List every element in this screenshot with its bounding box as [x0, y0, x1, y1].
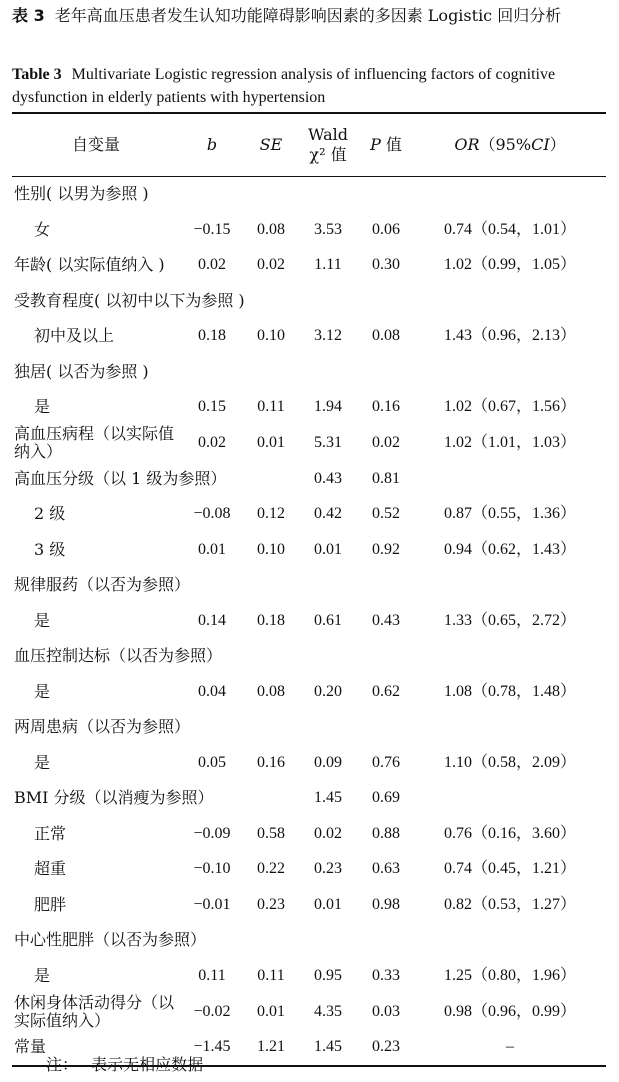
- wald-cell: 0.02: [314, 824, 342, 842]
- table-row: [12, 958, 606, 994]
- or-ci-cell: 1.08（0.78，1.48）: [443, 682, 576, 700]
- se-cell: 0.08: [257, 682, 285, 700]
- regression-table: [12, 112, 606, 1067]
- or-ci-cell: 0.94（0.62，1.43）: [443, 540, 576, 558]
- group-label-cell: 高血压分级（以 1 级为参照）: [14, 468, 227, 488]
- variable-cell: 肥胖: [34, 894, 67, 914]
- or-ci-cell: 0.82（0.53，1.27）: [443, 895, 576, 913]
- wald-cell: 5.31: [314, 434, 342, 451]
- or-ci-cell: [414, 461, 606, 497]
- b-cell: −0.08: [193, 505, 231, 523]
- header-or: [414, 113, 606, 176]
- wald-cell: 0.23: [314, 860, 342, 878]
- header-p: [358, 113, 414, 176]
- table-header-row: [12, 113, 606, 176]
- variable-cell: 休闲身体活动得分（以实际值纳入）: [14, 992, 175, 1030]
- variable-cell: 高血压病程（以实际值纳入）: [14, 424, 175, 461]
- caption-text-zh: 老年高血压患者发生认知功能障碍影响因素的多因素 Logistic 回归分析: [54, 6, 562, 25]
- table-row: [12, 425, 606, 461]
- b-cell: 0.04: [198, 682, 226, 700]
- wald-cell: 0.43: [314, 469, 342, 487]
- or-ci-cell: 0.74（0.54，1.01）: [443, 220, 576, 238]
- table-group-row: [12, 710, 606, 746]
- or-ci-cell: 0.76（0.16，3.60）: [443, 824, 576, 842]
- wald-cell: 0.01: [314, 540, 342, 558]
- variable-cell: 常量: [12, 1030, 180, 1067]
- variable-cell: 年龄( 以实际值纳入 ): [14, 255, 165, 275]
- p-value-cell: 0.92: [372, 540, 400, 558]
- p-value-cell: 0.33: [372, 966, 400, 984]
- table-row: [12, 319, 606, 355]
- table-row: [12, 532, 606, 568]
- header-p-suffix: 值: [380, 134, 402, 154]
- or-ci-cell: 1.10（0.58，2.09）: [443, 753, 576, 771]
- wald-cell: 0.09: [314, 753, 342, 771]
- or-ci-cell: 0.74（0.45，1.21）: [443, 860, 576, 878]
- b-cell: 0.05: [198, 753, 226, 771]
- table-caption-english: [12, 63, 612, 109]
- table-group-row: [12, 176, 606, 212]
- wald-cell: 0.42: [314, 505, 342, 523]
- variable-cell: 女: [34, 219, 51, 239]
- table-row: [12, 994, 606, 1030]
- header-p-symbol: P: [370, 134, 381, 154]
- header-wald-bottom: χ² 值: [309, 144, 347, 164]
- header-or-ci: CI: [531, 134, 550, 154]
- wald-cell: 0.95: [314, 966, 342, 984]
- table-group-row: [12, 923, 606, 959]
- or-ci-cell: 0.87（0.55，1.36）: [443, 505, 576, 523]
- header-se-text: SE: [259, 134, 283, 154]
- table-group-row: [12, 283, 606, 319]
- header-b-text: b: [206, 134, 218, 154]
- b-cell: 0.18: [198, 327, 226, 345]
- caption-text-en: Multivariate Logistic regression analysis of influencing factors of cognitive dysfunction in elderly patients with hypertension: [12, 66, 556, 106]
- p-value-cell: 0.16: [372, 398, 400, 416]
- wald-cell: 3.12: [314, 327, 342, 345]
- or-ci-cell: [414, 781, 606, 817]
- b-cell: −0.01: [193, 895, 231, 913]
- table-body: [12, 176, 606, 1066]
- table-row: [12, 745, 606, 781]
- p-value-cell: 0.81: [372, 469, 400, 487]
- b-cell: 0.11: [198, 966, 226, 984]
- p-value-cell: 0.03: [372, 1002, 400, 1020]
- group-label-cell: BMI 分级（以消瘦为参照）: [14, 788, 214, 808]
- header-or-symbol: OR: [454, 134, 480, 154]
- table-row: [12, 887, 606, 923]
- or-ci-cell: 1.02（1.01，1.03）: [443, 434, 576, 451]
- table-group-row: [12, 568, 606, 604]
- variable-cell: 是: [34, 610, 51, 630]
- se-cell: 0.22: [257, 860, 285, 878]
- se-cell: 0.16: [257, 753, 285, 771]
- table-number-zh: 表 3: [12, 6, 45, 25]
- variable-cell: 是: [34, 965, 51, 985]
- or-ci-cell: 1.43（0.96，2.13）: [443, 327, 576, 345]
- b-cell: −0.10: [193, 860, 231, 878]
- group-label-cell: 中心性肥胖（以否为参照）: [14, 930, 207, 950]
- wald-cell: 0.61: [314, 611, 342, 629]
- variable-cell: 是: [34, 681, 51, 701]
- se-cell: 0.11: [257, 398, 285, 416]
- header-or-close: ）: [549, 134, 566, 154]
- wald-cell: 1.94: [314, 398, 342, 416]
- or-ci-cell: –: [414, 1030, 606, 1067]
- table-row: [12, 852, 606, 888]
- p-value-cell: 0.63: [372, 860, 400, 878]
- variable-cell: 是: [34, 397, 51, 417]
- p-value-cell: 0.23: [358, 1030, 414, 1067]
- table-group-row: [12, 639, 606, 675]
- se-cell: 0.01: [257, 434, 285, 451]
- table-row: [12, 497, 606, 533]
- table-group-row: [12, 781, 606, 817]
- b-cell: 0.02: [198, 434, 226, 451]
- p-value-cell: 0.52: [372, 505, 400, 523]
- b-cell: −1.45: [180, 1030, 244, 1067]
- group-label-cell: 两周患病（以否为参照）: [14, 717, 191, 737]
- wald-cell: 4.35: [314, 1002, 342, 1020]
- group-label-cell: 血压控制达标（以否为参照）: [14, 646, 223, 666]
- variable-cell: 3 级: [34, 539, 66, 559]
- p-value-cell: 0.08: [372, 327, 400, 345]
- se-cell: 0.12: [257, 505, 285, 523]
- group-label-cell: 独居( 以否为参照 ): [14, 361, 149, 381]
- header-or-open: （95%: [479, 134, 532, 154]
- p-value-cell: 0.62: [372, 682, 400, 700]
- wald-cell: 1.45: [298, 1030, 358, 1067]
- wald-cell: 1.11: [314, 256, 342, 274]
- table-row: [12, 674, 606, 710]
- or-ci-cell: 0.98（0.96，0.99）: [443, 1002, 576, 1020]
- se-cell: 0.23: [257, 895, 285, 913]
- table-group-row: [12, 354, 606, 390]
- se-cell: 0.10: [257, 540, 285, 558]
- b-cell: 0.15: [198, 398, 226, 416]
- header-wald-top: Wald: [308, 124, 348, 144]
- variable-cell: 是: [34, 752, 51, 772]
- variable-cell: 2 级: [34, 504, 66, 524]
- group-label-cell: 性别( 以男为参照 ): [14, 184, 149, 204]
- se-cell: 1.21: [244, 1030, 298, 1067]
- table-row: [12, 816, 606, 852]
- or-ci-cell: 1.02（0.99，1.05）: [443, 256, 576, 274]
- b-cell: −0.15: [193, 220, 231, 238]
- se-cell: 0.58: [257, 824, 285, 842]
- table-note: 注：– 表示无相应数据: [46, 1055, 204, 1074]
- table-row: [12, 390, 606, 426]
- or-ci-cell: 1.33（0.65，2.72）: [443, 611, 576, 629]
- p-value-cell: 0.30: [372, 256, 400, 274]
- b-cell: 0.02: [198, 256, 226, 274]
- b-cell: −0.09: [193, 824, 231, 842]
- variable-cell: 超重: [34, 859, 67, 879]
- wald-cell: 0.01: [314, 895, 342, 913]
- or-ci-cell: 1.02（0.67，1.56）: [443, 398, 576, 416]
- header-b: [180, 113, 244, 176]
- table-number-en: Table 3: [12, 66, 62, 83]
- se-cell: 0.01: [257, 1002, 285, 1020]
- p-value-cell: 0.88: [372, 824, 400, 842]
- p-value-cell: 0.02: [372, 434, 400, 451]
- group-label-cell: 规律服药（以否为参照）: [14, 575, 191, 595]
- table-group-row: [12, 461, 606, 497]
- variable-cell: 正常: [34, 823, 67, 843]
- p-value-cell: 0.69: [372, 789, 400, 807]
- table-caption-chinese: [12, 4, 612, 27]
- p-value-cell: 0.43: [372, 611, 400, 629]
- header-wald: [298, 113, 358, 176]
- b-cell: 0.14: [198, 611, 226, 629]
- se-cell: 0.18: [257, 611, 285, 629]
- wald-cell: 1.45: [314, 789, 342, 807]
- group-label-cell: 受教育程度( 以初中以下为参照 ): [14, 290, 245, 310]
- b-cell: −0.02: [193, 1002, 231, 1020]
- or-ci-cell: 1.25（0.80，1.96）: [443, 966, 576, 984]
- table-row: [12, 603, 606, 639]
- variable-cell: 初中及以上: [34, 326, 115, 346]
- p-value-cell: 0.06: [372, 220, 400, 238]
- se-cell: 0.11: [257, 966, 285, 984]
- se-cell: 0.08: [257, 220, 285, 238]
- wald-cell: 3.53: [314, 220, 342, 238]
- b-cell: 0.01: [198, 540, 226, 558]
- header-variable: 自变量: [12, 113, 180, 176]
- header-se: [244, 113, 298, 176]
- wald-cell: 0.20: [314, 682, 342, 700]
- p-value-cell: 0.98: [372, 895, 400, 913]
- p-value-cell: 0.76: [372, 753, 400, 771]
- table-row: [12, 248, 606, 284]
- table-row: [12, 212, 606, 248]
- se-cell: 0.10: [257, 327, 285, 345]
- se-cell: 0.02: [257, 256, 285, 274]
